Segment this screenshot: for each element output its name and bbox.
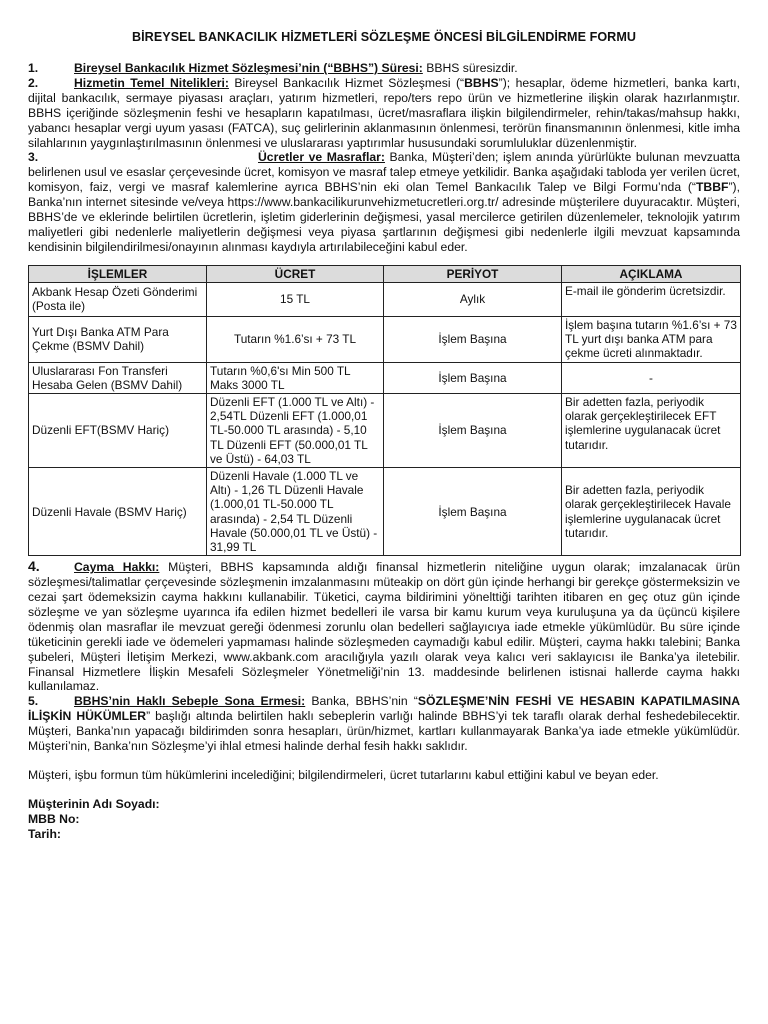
section-4 (28, 559, 740, 694)
table-row (29, 316, 741, 362)
section-4-text: Müşteri, BBHS kapsamında aldığı finansal hizmetlerin niteliğine uygun olarak; imzalanacak ürün sözleşmesi/talimatlar çerçevesinde sözleşmenin imzalanmasını müteakip on dört gün içinde herhangi bir gerekçe göstermeksizin ve cezai şart ödemeksizin cayma hakkını kullanabilir. Tüketici, cayma bildirimini yönelttiği tarihten itibaren en geç otuz gün içinde sözleşme ve yan sözleşme uyarınca ifa edilen hizmet bedelleri ile varsa bir kamu kurum veya kuruluşuna ya da üçüncü kişilere ödenmiş olan masraflar ile mevzuat gereği ödenmesi zorunlu olan bedelleri sağlayıcıya iade etmekle yükümlüdür. Bu süre içinde tüketicinin gerekli iade ve ödemeleri yapmaması halinde sözleşmeden caymadığı kabul edilir. Müşteri, cayma hakkı talebini; Banka şubeleri, Müşteri İletişim Merkezi, www.akbank.com aracılığıyla yazılı olarak veya kalıcı veri saklayıcısı ile Banka’ya iletebilir. Finansal Hizmetlere İlişkin Mesafeli Sözleşmeler Yönetmeliği’nin 13. maddesinde belirlenen istisnai hallerde cayma hakkı kullanılamaz. (28, 560, 740, 694)
cell-aciklama: Bir adetten fazla, periyodik olarak gerçekleştirilecek EFT işlemlerine uygulanacak ücret tutarıdır. (562, 394, 741, 468)
section-2-text-b: ”); hesaplar, ödeme hizmetleri, banka kartı, dijital bankacılık, sermaye piyasası araçları, yatırım hizmetleri, repo/ters repo ürün ve hizmetlerine ilişkin olarak hazırlanmıştır. BBHS içeriğinde sözleşmenin feshi ve hesapların kapatılması, ücret/masraflara ilişkin bilgilendirmeler, rehin/takas/mahsup hakkı, yabancı hesaplar vergi uyum yasası (FATCA), suç gelirlerinin aklanmasının önlenmesi, terörün finansmanının önlenmesi, kitle imha silahlarının yaygınlaştırılmasının önlenmesi ve uluslararası yaptırımlar hususundaki sorumluluklar düzenlenmiştir. (28, 75, 740, 150)
section-1-heading: Bireysel Bankacılık Hizmet Sözleşmesi’nin (“BBHS”) Süresi: (74, 61, 423, 75)
section-1-text: BBHS süresizdir. (422, 61, 518, 75)
cell-islem: Akbank Hesap Özeti Gönderimi (Posta ile) (29, 282, 207, 316)
section-5 (28, 694, 740, 754)
section-5-number: 5. (28, 694, 39, 709)
date-label: Tarih: (28, 826, 61, 841)
fee-table (28, 265, 741, 556)
cell-ucret: Tutarın %1.6’sı + 73 TL (207, 316, 384, 362)
cell-islem: Yurt Dışı Banka ATM Para Çekme (BSMV Dahil) (29, 316, 207, 362)
declaration: Müşteri, işbu formun tüm hükümlerini incelediğini; bilgilendirmeleri, ücret tutarlarını kabul ettiğini kabul ve beyan eder. (28, 768, 659, 783)
customer-name-label: Müşterinin Adı Soyadı: (28, 796, 160, 811)
section-3 (28, 150, 740, 254)
cell-ucret: Tutarın %0,6'sı Min 500 TL Maks 3000 TL (207, 362, 384, 393)
section-1 (28, 61, 740, 76)
header-aciklama: AÇIKLAMA (562, 265, 741, 282)
section-2 (28, 76, 740, 151)
cell-islem: Düzenli EFT(BSMV Hariç) (29, 394, 207, 468)
section-3-heading: Ücretler ve Masraflar: (258, 150, 385, 165)
table-row (29, 362, 741, 393)
cell-aciklama: Bir adetten fazla, periyodik olarak gerçekleştirilecek Havale işlemlerine uygulanacak ücret tutarıdır. (562, 468, 741, 556)
cell-ucret: 15 TL (207, 282, 384, 316)
section-3-text-b: ”), Banka’nın internet sitesinde ve/veya https://www.bankacilikurunvehizmetucretleri.org.tr/ adresinde müşterilere duyuracaktır. Müşteri, BBHS’de ve eklerinde belirtilen ücretlerin, işletim giderlerinin değişmesi, yasal mercilerce getirilen düzenlemeler, teknolojik yatırım maliyetleri gibi nedenlerle maliyetlerin değişmesi veya piyasa şartlarının değişmesi gibi nedenlerle ilgili mevzuat kapsamında kendisinin bilgilendirilmesi/onayının alınması kaydıyla artırılabileceğini kabul eder. (28, 180, 740, 254)
header-islemler: İŞLEMLER (29, 265, 207, 282)
section-5-heading: BBHS’nin Haklı Sebeple Sona Ermesi: (74, 694, 306, 709)
section-5-bold: SÖZLEŞME’NİN FESHİ VE HESABIN KAPATILMASINA İLİŞKİN HÜKÜMLER (28, 694, 740, 724)
section-2-heading: Hizmetin Temel Nitelikleri: (74, 75, 229, 90)
section-2-text-a: Bireysel Bankacılık Hizmet Sözleşmesi (“ (228, 75, 465, 90)
header-periyot: PERİYOT (384, 265, 562, 282)
section-4-heading: Cayma Hakkı: (74, 560, 160, 575)
section-4-number: 4. (28, 558, 40, 575)
section-5-text-b: ” başlığı altında belirtilen haklı sebeplerin varlığı halinde BBHS’yi tek taraflı olarak derhal feshedebilecektir. Müşteri, Banka’nın yapacağı bildirimden sonra hesapları, ürün/hizmet, kartları kullanmayarak Banka’ya iade etmekle yükümlüdür. Müşteri’nin, Banka’nın Sözleşme’yi ihlal etmesi halinde derhal fesih hakkı saklıdır. (28, 709, 740, 754)
table-row (29, 468, 741, 556)
cell-islem: Düzenli Havale (BSMV Hariç) (29, 468, 207, 556)
section-3-bold: TBBF (695, 180, 729, 195)
table-row (29, 282, 741, 316)
cell-periyot: İşlem Başına (384, 468, 562, 556)
cell-periyot: Aylık (384, 282, 562, 316)
cell-periyot: İşlem Başına (384, 316, 562, 362)
cell-aciklama: - (562, 362, 741, 393)
document-page (28, 30, 740, 842)
section-2-number: 2. (28, 75, 39, 90)
cell-ucret: Düzenli Havale (1.000 TL ve Altı) - 1,26 TL Düzenli Havale (1.000,01 TL-50.000 TL arasında) - 2,54 TL Düzenli Havale (50.000,01 TL ve Üstü) - 31,99 TL (207, 468, 384, 556)
section-3-number: 3. (28, 150, 39, 165)
document-title: BİREYSEL BANKACILIK HİZMETLERİ SÖZLEŞME ÖNCESİ BİLGİLENDİRME FORMU (131, 30, 637, 44)
mbb-no-label: MBB No: (28, 811, 80, 826)
cell-periyot: İşlem Başına (384, 394, 562, 468)
header-ucret: ÜCRET (207, 265, 384, 282)
cell-islem: Uluslararası Fon Transferi Hesaba Gelen (BSMV Dahil) (29, 362, 207, 393)
section-3-text-a: Banka, Müşteri’den; işlem anında yürürlükte bulunan mevzuatta belirlenen usul ve esaslar çerçevesinde ücret, komisyon ve masraf talep etmeye yetkilidir. Banka aşağıdaki tabloda yer verilen ücret, komisyon, faiz, vergi ve masraf kalemlerine ayrıca BBHS’nin eki olan Temel Bankacılık Talep ve Bilgi Formu’nda (“ (28, 150, 740, 195)
section-1-number: 1. (28, 61, 39, 75)
section-5-text-a: Banka, BBHS’nin “ (305, 694, 418, 709)
fee-table-header (29, 265, 741, 282)
cell-aciklama: E-mail ile gönderim ücretsizdir. (562, 282, 741, 316)
section-2-bold: BBHS (464, 75, 499, 90)
cell-aciklama: İşlem başına tutarın %1.6’sı + 73 TL yurt dışı banka ATM para çekme ücreti alınmaktadır. (562, 316, 741, 362)
table-row (29, 394, 741, 468)
cell-periyot: İşlem Başına (384, 362, 562, 393)
cell-ucret: Düzenli EFT (1.000 TL ve Altı) - 2,54TL Düzenli EFT (1.000,01 TL-50.000 TL arasında) - 5,10 TL Düzenli EFT (50.000,01 TL ve Üstü) - 64,03 TL (207, 394, 384, 468)
